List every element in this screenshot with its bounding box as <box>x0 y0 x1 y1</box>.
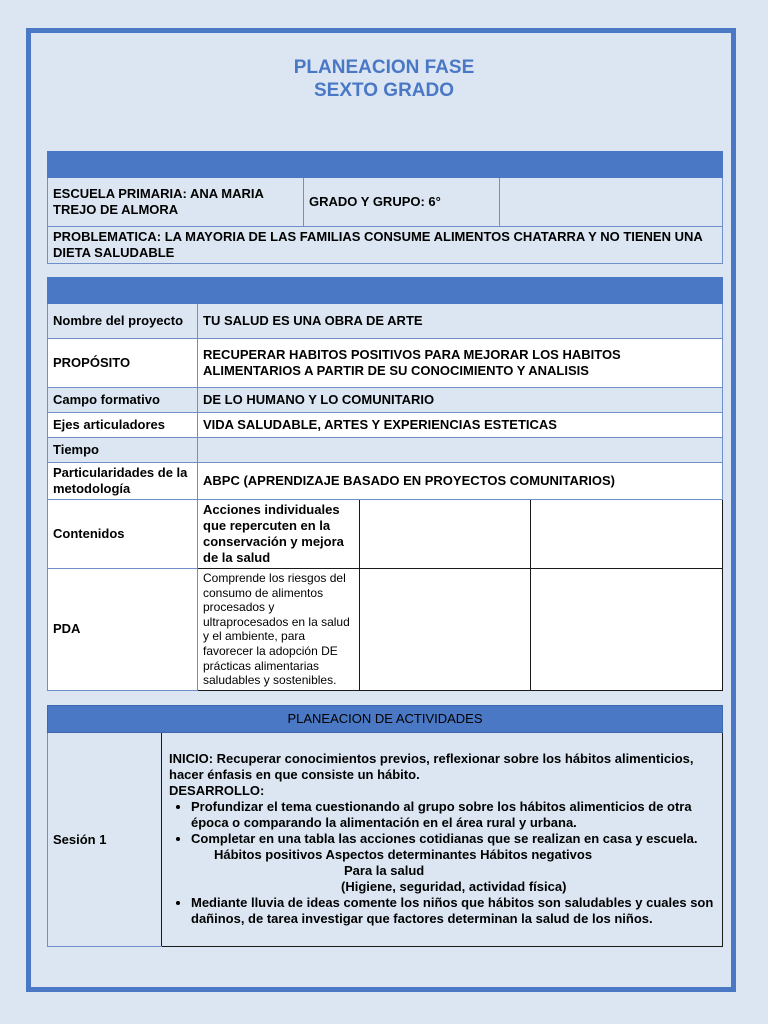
activities-heading: PLANEACION DE ACTIVIDADES <box>48 706 723 733</box>
axes-label: Ejes articuladores <box>48 413 198 438</box>
title-line-1: PLANEACION FASE <box>293 57 475 78</box>
session-label: Sesión 1 <box>48 733 162 947</box>
session-content <box>162 733 723 947</box>
habits-table-line-1: Hábitos positivos Aspectos determinantes Hábitos negativos <box>214 847 593 862</box>
time-label: Tiempo <box>48 438 198 463</box>
field-value: DE LO HUMANO Y LO COMUNITARIO <box>198 388 723 413</box>
activity-list-2 <box>169 895 717 927</box>
desarrollo-heading: DESARROLLO: <box>169 783 265 798</box>
page-title <box>0 56 768 102</box>
activity-item-2: • Completar en una tabla las acciones cotidianas que se realizan en casa y escuela. <box>191 831 717 847</box>
time-value <box>198 438 723 463</box>
pda-label: PDA <box>48 569 198 691</box>
school-name: ESCUELA PRIMARIA: ANA MARIA TREJO DE ALMORA <box>48 178 304 227</box>
project-table-header-bar <box>48 278 723 304</box>
problem-statement: PROBLEMATICA: LA MAYORIA DE LAS FAMILIAS CONSUME ALIMENTOS CHATARRA Y NO TIENEN UNA DIETA SALUDABLE <box>48 227 723 264</box>
school-table <box>47 151 723 264</box>
axes-value: VIDA SALUDABLE, ARTES Y EXPERIENCIAS ESTETICAS <box>198 413 723 438</box>
contents-label: Contenidos <box>48 500 198 569</box>
project-table <box>47 277 723 691</box>
methodology-value: ABPC (APRENDIZAJE BASADO EN PROYECTOS COMUNITARIOS) <box>198 463 723 500</box>
project-name-value: TU SALUD ES UNA OBRA DE ARTE <box>198 304 723 339</box>
methodology-label: Particularidades de la metodología <box>48 463 198 500</box>
purpose-value: RECUPERAR HABITOS POSITIVOS PARA MEJORAR LOS HABITOS ALIMENTARIOS A PARTIR DE SU CONOCIMIENTO Y ANALISIS <box>198 339 723 388</box>
habits-table-line-2: Para la salud <box>344 863 425 878</box>
activities-table <box>47 705 723 947</box>
pda-value: Comprende los riesgos del consumo de alimentos procesados y ultraprocesados en la salud y el ambiente, para favorecer la adopción DE prácticas alimentarias saludables y sostenibles. <box>198 569 360 691</box>
school-table-header-bar <box>48 152 723 178</box>
activity-item-1: • Profundizar el tema cuestionando al grupo sobre los hábitos alimenticios de otra época o comparando la alimentación en el área rural y urbana. <box>191 799 717 831</box>
habits-table-line-3: (Higiene, seguridad, actividad física) <box>341 879 567 894</box>
pda-empty-2 <box>531 569 723 691</box>
grade-group: GRADO Y GRUPO: 6° <box>304 178 500 227</box>
pda-empty-1 <box>360 569 531 691</box>
contents-empty-2 <box>531 500 723 569</box>
activity-item-3: • Mediante lluvia de ideas comente los niños que hábitos son saludables y cuales son dañinos, de tarea investigar que factores determinan la salud de los niños. <box>191 895 717 927</box>
school-empty-cell <box>500 178 723 227</box>
contents-value: Acciones individuales que repercuten en la conservación y mejora de la salud <box>198 500 360 569</box>
project-name-label: Nombre del proyecto <box>48 304 198 339</box>
inicio-text: INICIO: Recuperar conocimientos previos, reflexionar sobre los hábitos alimenticios, hacer énfasis en que consiste un hábito. <box>169 751 694 782</box>
activity-list <box>169 799 717 847</box>
contents-empty-1 <box>360 500 531 569</box>
title-line-2: SEXTO GRADO <box>313 80 455 101</box>
field-label: Campo formativo <box>48 388 198 413</box>
purpose-label: PROPÓSITO <box>48 339 198 388</box>
